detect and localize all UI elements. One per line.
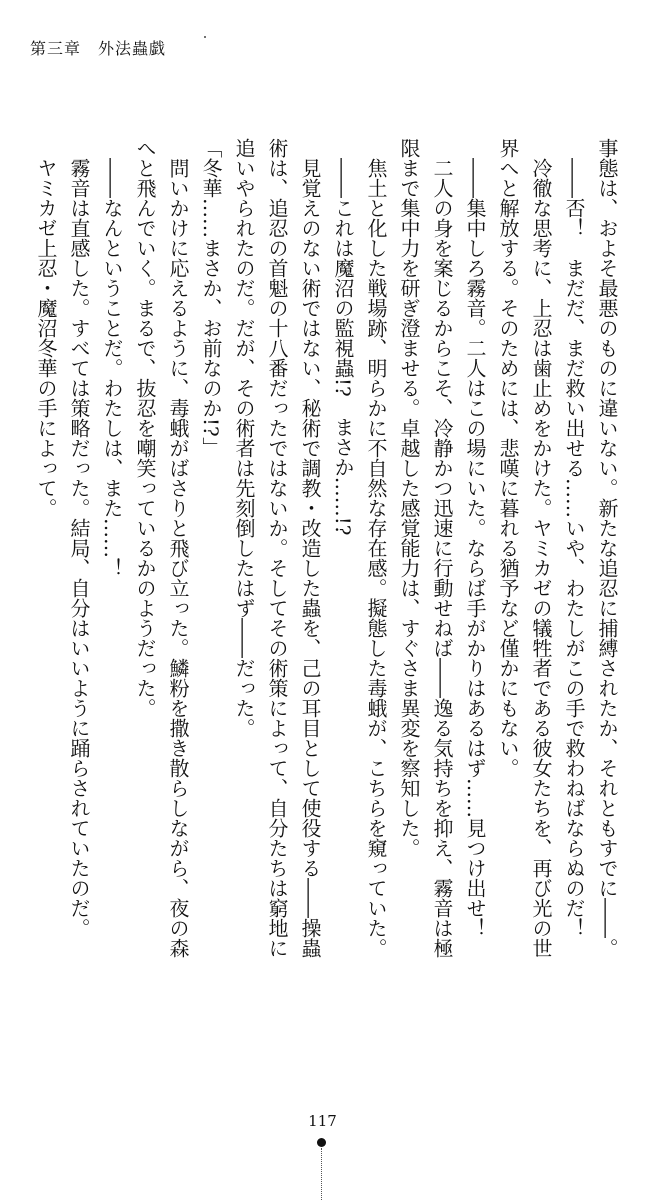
page-marker-dot-icon: [317, 1138, 326, 1147]
paragraph: 事態は、およそ最悪のものに違いない。新たな追忍に捕縛されたか、それともすでに――。: [595, 138, 619, 958]
paragraph: 冷徹な思考に、上忍は歯止めをかけた。ヤミカゼの犠牲者である彼女たちを、再び光の世界へと解放する。そのためには、悲嘆に暮れる猶予など僅かにもない。: [496, 138, 553, 958]
page-number: 117: [308, 1112, 337, 1130]
paragraph: 霧音は直感した。すべては策略だった。結局、自分はいいように踊らされていたのだ。: [67, 158, 91, 938]
body-text: [29, 138, 623, 960]
paragraph: ――否！ まだだ、まだ救い出せる……いや、わたしがこの手で救わねばならぬのだ！: [562, 158, 586, 938]
paragraph: 焦土と化した戦場跡、明らかに不自然な存在感。擬態した毒蛾が、こちらを窺っていた。: [364, 158, 388, 958]
paragraph: 二人の身を案じるからこそ、冷静かつ迅速に行動せねば――逸る気持ちを抑え、霧音は極限まで集中力を研ぎ澄ませる。卓越した感覚能力は、すぐさま異変を察知した。: [397, 138, 454, 958]
paragraph: ――これは魔沼の監視蟲!? まさか……!?: [331, 158, 355, 536]
paragraph: ヤミカゼ上忍・魔沼冬華の手によって。: [34, 158, 58, 518]
paragraph: 問いかけに応えるように、毒蛾がばさりと飛び立った。鱗粉を撒き散らしながら、夜の森へと飛んでいく。まるで、抜忍を嘲笑っているかのようだった。: [133, 138, 190, 958]
print-speck: [204, 36, 206, 38]
chapter-title: 第三章 外法蟲戯: [30, 39, 167, 58]
page-marker-line: [321, 1148, 322, 1200]
paragraph: ――集中しろ霧音。二人はこの場にいた。ならば手がかりはあるはず……見つけ出せ！: [463, 158, 487, 938]
paragraph: ――なんということだ。わたしは、また……！: [100, 158, 124, 578]
paragraph: 見覚えのない術ではない、秘術で調教・改造した蟲を、己の耳目として使役する――操蟲術は、追忍の首魁の十八番だったではないか。そしてその術策によって、自分たちは窮地に追いやられたのだ。だが、その術者は先刻倒したはず――だった。: [232, 138, 322, 958]
paragraph: 「冬華……まさか、お前なのか!?」: [199, 138, 223, 457]
